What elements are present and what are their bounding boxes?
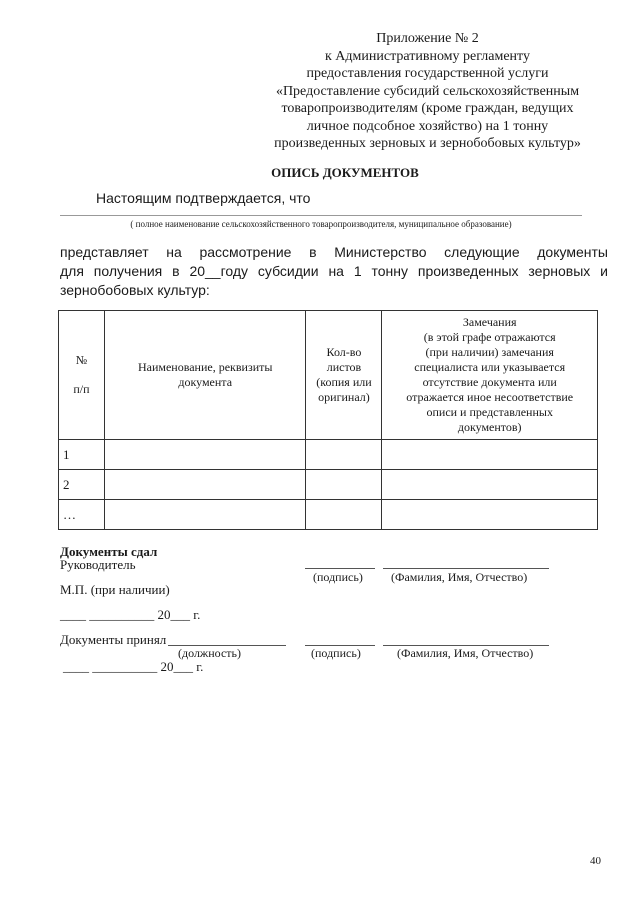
row-document-name[interactable] xyxy=(104,470,306,500)
appendix-line: товаропроизводителям (кроме граждан, ведущих xyxy=(281,101,574,116)
header-name-line: Наименование, реквизиты xyxy=(137,360,273,374)
row-number: … xyxy=(59,500,105,530)
table-row xyxy=(59,470,598,500)
header-notes-line: (в этой графе отражаются xyxy=(423,330,556,344)
intro-paragraph xyxy=(60,243,608,300)
received-label: Документы принял xyxy=(60,632,167,647)
paragraph-line-1 xyxy=(60,243,608,262)
confirm-text: Настоящим подтверждается, что xyxy=(96,190,311,206)
header-count xyxy=(306,311,382,440)
handed-date[interactable]: ____ __________ 20___ г. xyxy=(60,607,201,622)
paragraph-word: 1 xyxy=(353,263,362,279)
appendix-header xyxy=(230,30,625,153)
row-number: 1 xyxy=(59,440,105,470)
paragraph-word: субсидии xyxy=(257,263,319,279)
handed-fio-line[interactable] xyxy=(383,568,549,569)
header-notes-line: документов) xyxy=(457,420,522,434)
row-document-name[interactable] xyxy=(104,440,306,470)
handed-head-label: Руководитель xyxy=(60,557,136,572)
appendix-line: произведенных зерновых и зернобобовых культур» xyxy=(274,136,581,151)
applicant-name-line xyxy=(60,215,582,216)
header-count-line: оригинал) xyxy=(318,390,370,404)
paragraph-word: произведенных xyxy=(417,263,519,279)
row-notes[interactable] xyxy=(382,500,598,530)
received-position-caption: (должность) xyxy=(178,646,241,660)
row-sheet-count[interactable] xyxy=(306,440,382,470)
table-row xyxy=(59,440,598,470)
appendix-line: к Административному регламенту xyxy=(325,48,530,64)
header-num-line: № xyxy=(75,353,88,367)
row-document-name[interactable] xyxy=(104,500,306,530)
appendix-line: «Предоставление субсидий сельскохозяйственным xyxy=(275,83,580,99)
paragraph-word: рассмотрение xyxy=(199,244,292,260)
handed-fio-caption: (Фамилия, Имя, Отчество) xyxy=(391,570,528,584)
header-notes-line: специалиста или указывается xyxy=(414,360,566,374)
header-notes-line: Замечания xyxy=(462,315,517,329)
paragraph-word: представляет xyxy=(60,244,149,260)
paragraph-word: 20__году xyxy=(189,263,249,279)
table-row xyxy=(59,500,598,530)
appendix-line: Приложение № 2 xyxy=(376,31,479,46)
paragraph-word: документы xyxy=(537,244,608,260)
applicant-name-caption: ( полное наименование сельскохозяйственного товаропроизводителя, муниципальное образование) xyxy=(130,219,512,229)
paragraph-line-2 xyxy=(60,262,608,281)
handed-heading: Документы сдал xyxy=(60,544,158,559)
row-notes[interactable] xyxy=(382,440,598,470)
handed-signature-caption: (подпись) xyxy=(313,570,363,584)
header-notes-line: отсутствие документа или xyxy=(422,375,557,389)
header-count-line: (копия или xyxy=(316,375,372,389)
paragraph-word: зерновых xyxy=(528,263,591,279)
paragraph-word: на xyxy=(328,263,344,279)
paragraph-word: на xyxy=(166,244,182,260)
appendix-line: предоставления государственной услуги xyxy=(306,66,549,81)
paragraph-line-3: зернобобовых культур: xyxy=(60,282,210,298)
header-notes xyxy=(382,311,598,440)
row-sheet-count[interactable] xyxy=(306,470,382,500)
header-count-line: листов xyxy=(326,360,362,374)
paragraph-word: в xyxy=(172,263,180,279)
stamp-label: М.П. (при наличии) xyxy=(60,582,170,597)
header-notes-line: описи и представленных xyxy=(426,405,553,419)
header-num-line: п/п xyxy=(73,382,90,396)
header-num xyxy=(59,311,105,440)
document-title: ОПИСЬ ДОКУМЕНТОВ xyxy=(271,165,419,180)
handed-signature-line[interactable] xyxy=(305,568,375,569)
paragraph-word: в xyxy=(309,244,317,260)
header-notes-line: отражается иное несоответствие xyxy=(406,390,574,404)
paragraph-word: для xyxy=(60,263,84,279)
paragraph-word: Министерство xyxy=(334,244,427,260)
received-signature-caption: (подпись) xyxy=(311,646,361,660)
paragraph-word: и xyxy=(600,263,608,279)
table-header-row xyxy=(59,311,598,440)
documents-table xyxy=(58,310,598,530)
header-name xyxy=(104,311,306,440)
row-notes[interactable] xyxy=(382,470,598,500)
row-sheet-count[interactable] xyxy=(306,500,382,530)
received-fio-caption: (Фамилия, Имя, Отчество) xyxy=(397,646,534,660)
page-number: 40 xyxy=(590,855,601,867)
header-notes-line: (при наличии) замечания xyxy=(425,345,554,359)
header-count-line: Кол-во xyxy=(326,345,362,359)
header-name-line: документа xyxy=(178,375,233,389)
received-date[interactable]: ____ __________ 20___ г. xyxy=(63,659,204,674)
paragraph-word: получения xyxy=(93,263,163,279)
appendix-line: личное подсобное хозяйство) на 1 тонну xyxy=(306,118,549,134)
paragraph-word: тонну xyxy=(371,263,409,279)
paragraph-word: следующие xyxy=(444,244,520,260)
row-number: 2 xyxy=(59,470,105,500)
